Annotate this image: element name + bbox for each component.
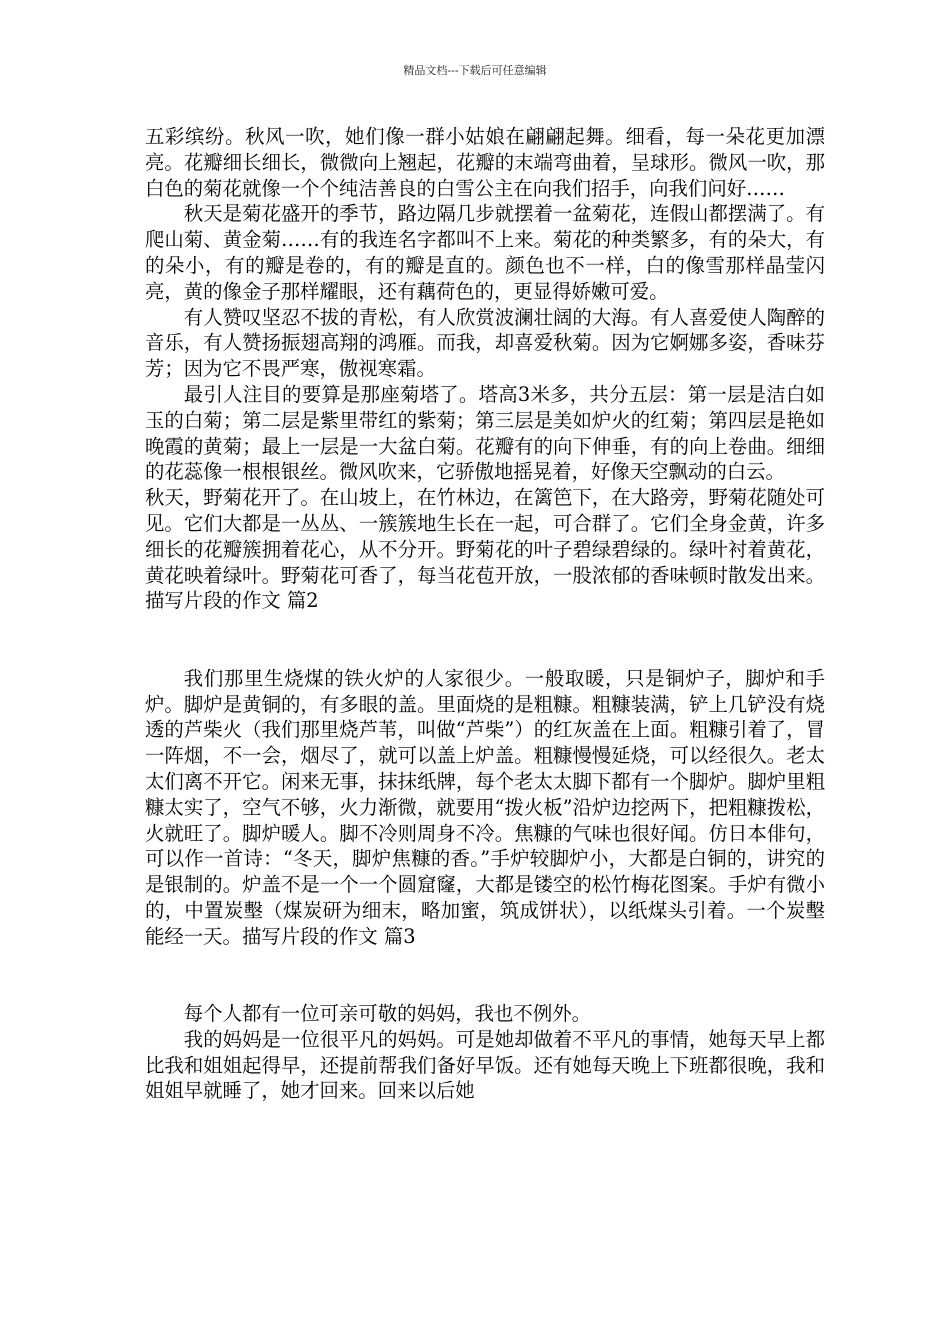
paragraph-love-autumn-chrysanthemum: 有人赞叹坚忍不拔的青松，有人欣赏波澜壮阔的大海。有人喜爱使人陶醉的音乐，有人赞扬振翅高翔的鸿雁。而我，却喜爱秋菊。因为它婀娜多姿，香味芬芳；因为它不畏严寒，傲视寒霜。 — [145, 305, 825, 381]
paragraph-spacer — [145, 950, 825, 1002]
paragraph-wild-chrysanthemum: 秋天，野菊花开了。在山坡上，在竹林边，在篱笆下，在大路旁，野菊花随处可见。它们大都是一丛丛、一簇簇地生长在一起，可合群了。它们全身金黄，许多细长的花瓣簇拥着花心，从不分开。野菊花的叶子碧绿碧绿的。绿叶衬着黄花，黄花映着绿叶。野菊花可香了，每当花苞开放，一股浓郁的香味顿时散发出来。描写片段的作文 篇2 — [145, 486, 825, 613]
paragraph-spacer — [145, 614, 825, 666]
paragraph-mother-intro: 每个人都有一位可亲可敬的妈妈，我也不例外。 — [183, 1002, 591, 1026]
paragraph-ordinary-mother: 我的妈妈是一位很平凡的妈妈。可是她却做着不平凡的事情，她每天早上都比我和姐姐起得早，还提前帮我们备好早饭。还有她每天晚上下班都很晚，我和姐姐早就睡了，她才回来。回来以后她 — [145, 1027, 825, 1103]
document-body — [145, 124, 825, 1104]
paragraph-chrysanthemum-tower: 最引人注目的要算是那座菊塔了。塔高3米多，共分五层：第一层是洁白如玉的白菊；第二层是紫里带红的紫菊；第三层是美如炉火的红菊；第四层是艳如晚霞的黄菊；最上一层是一大盆白菊。花瓣有的向下伸垂，有的向上卷曲。细细的花蕊像一根根银丝。微风吹来，它骄傲地摇晃着，好像天空飘动的白云。 — [145, 382, 825, 484]
paragraph-autumn-chrysanthemum-intro: 五彩缤纷。秋风一吹，她们像一群小姑娘在翩翩起舞。细看，每一朵花更加漂亮。花瓣细长细长，微微向上翘起，花瓣的末端弯曲着，呈球形。微风一吹，那白色的菊花就像一个个纯洁善良的白雪公主在向我们招手，向我们问好…… — [145, 125, 825, 200]
page-header: 精品文档---下载后可任意编辑 — [403, 64, 547, 77]
paragraph-foot-warmer: 我们那里生烧煤的铁火炉的人家很少。一般取暖，只是铜炉子，脚炉和手炉。脚炉是黄铜的，有多眼的盖。里面烧的是粗糠。粗糠装满，铲上几铲没有烧透的芦柴火（我们那里烧芦苇，叫做“芦柴”）的红灰盖在上面。粗糠引着了，冒一阵烟，不一会，烟尽了，就可以盖上炉盖。粗糠慢慢延烧，可以经很久。老太太们离不开它。闲来无事，抹抹纸牌，每个老太太脚下都有一个脚炉。脚炉里粗糠太实了，空气不够，火力渐微，就要用“拨火板”沿炉边挖两下，把粗糠拨松，火就旺了。脚炉暖人。脚不冷则周身不冷。焦糠的气味也很好闻。仿日本俳句，可以作一首诗：“冬天，脚炉焦糠的香。”手炉较脚炉小，大都是白铜的，讲究的是银制的。炉盖不是一个一个圆窟窿，大都是镂空的松竹梅花图案。手炉有微小的，中置炭墼（煤炭研为细末，略加蜜，筑成饼状），以纸煤头引着。一个炭墼能经一天。描写片段的作文 篇3 — [145, 666, 825, 948]
paragraph-chrysanthemum-season: 秋天是菊花盛开的季节，路边隔几步就摆着一盆菊花，连假山都摆满了。有爬山菊、黄金菊……有的我连名字都叫不上来。菊花的种类繁多，有的朵大，有的朵小，有的瓣是卷的，有的瓣是直的。颜色也不一样，白的像雪那样晶莹闪亮，黄的像金子那样耀眼，还有藕荷色的，更显得娇嫩可爱。 — [145, 202, 825, 303]
